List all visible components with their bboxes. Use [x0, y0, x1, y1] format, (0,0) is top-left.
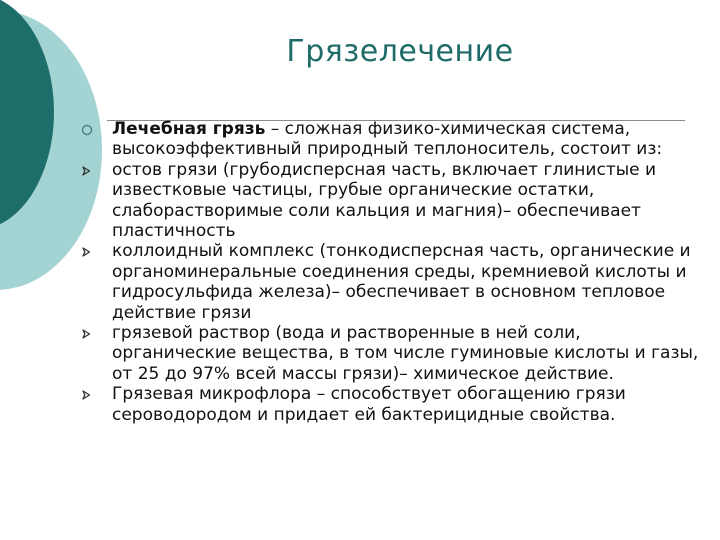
item-text: грязевой раствор (вода и растворенные в ней соли, органические вещества, в том числе гуминовые кислоты и газы, от 25 до 97% всей массы грязи)– химическое действие. — [112, 323, 699, 384]
arrow-bullet-icon — [80, 245, 94, 259]
decorative-shape — [0, 0, 120, 300]
slide-title: Грязелечение — [286, 34, 514, 69]
arrow-bullet-icon — [80, 164, 94, 178]
list-item — [112, 323, 704, 384]
item-text: коллоидный комплекс (тонкодисперсная часть, органические и органоминеральные соединения среды, кремниевой кислоты и гидросульфида железа)– обеспечивает в основном тепловое действие грязи — [112, 241, 691, 323]
arrow-bullet-icon — [80, 327, 94, 341]
term-lechebnaya-gryaz: Лечебная грязь — [112, 119, 266, 139]
arrow-bullet-icon — [80, 388, 94, 402]
item-text: Грязевая микрофлора – способствует обогащению грязи сероводородом и придает ей бактерицидные свойства. — [112, 384, 626, 425]
list-item — [112, 160, 704, 242]
item-text: – сложная физико-химическая система, высокоэффективный природный теплоноситель, состоит из: — [112, 119, 663, 160]
list-item — [112, 384, 704, 425]
list-item — [112, 241, 704, 323]
item-text: остов грязи (грубодисперсная часть, включает глинистые и известковые частицы, грубые органические остатки, слаборастворимые соли кальция и магния)– обеспечивает пластичность — [112, 159, 657, 242]
bullet-list — [112, 119, 704, 425]
circle-bullet-icon — [80, 123, 94, 137]
list-item — [112, 119, 704, 160]
